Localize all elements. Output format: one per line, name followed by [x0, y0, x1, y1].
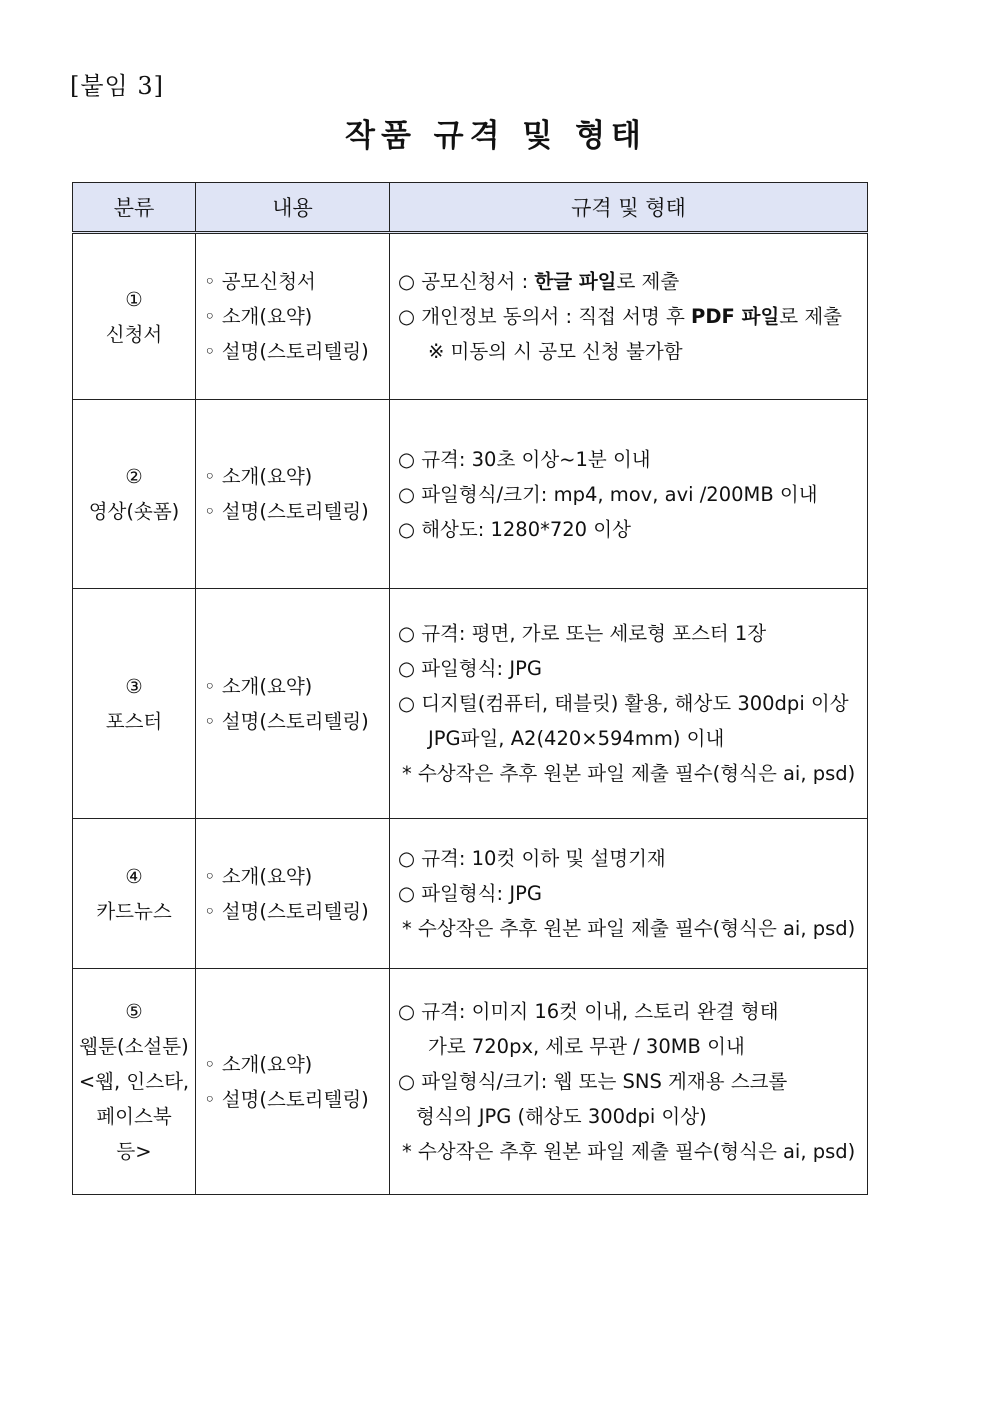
content-cell: [196, 400, 390, 589]
spec-note: ※ 미동의 시 공모 신청 불가함: [428, 340, 683, 363]
category-cell: [73, 233, 196, 400]
spec-table: [72, 182, 868, 1195]
spec-cell: [390, 400, 868, 589]
spec-note: * 수상작은 추후 원본 파일 제출 필수(형식은 ai, psd): [402, 917, 856, 940]
page-title: 작품 규격 및 형태: [345, 118, 647, 154]
content-cell: [196, 819, 390, 969]
content-item: ◦ 소개(요약): [204, 864, 313, 888]
spec-line: ○ 규격: 30초 이상~1분 이내: [398, 447, 651, 471]
spec-line: [398, 299, 867, 334]
table-row: [73, 819, 868, 969]
category-number: ④: [125, 864, 143, 888]
category-number: ③: [125, 674, 143, 698]
category-name: 신청서: [105, 322, 163, 346]
spec-line: ○ 파일형식: JPG: [398, 657, 542, 680]
category-number: ⑤: [125, 1000, 143, 1023]
category-name: 웹툰(소설툰): [79, 1035, 189, 1058]
spec-text: 로 제출: [616, 270, 680, 293]
table-row: [73, 589, 868, 819]
content-cell: [196, 233, 390, 400]
spec-note: * 수상작은 추후 원본 파일 제출 필수(형식은 ai, psd): [402, 1140, 856, 1163]
table-row: [73, 233, 868, 400]
spec-cell: [390, 589, 868, 819]
spec-cell: [390, 819, 868, 969]
content-cell: [196, 589, 390, 819]
table-row: [73, 400, 868, 589]
spec-line: ○ 해상도: 1280*720 이상: [398, 517, 631, 541]
category-name: <웹, 인스타,: [78, 1070, 190, 1093]
category-cell: [73, 589, 196, 819]
spec-line: ○ 파일형식: JPG: [398, 882, 542, 905]
attachment-label: [붙임 3]: [70, 72, 164, 100]
content-item: ◦ 설명(스토리텔링): [204, 1087, 369, 1111]
category-number: ①: [125, 287, 143, 311]
spec-line: ○ 규격: 평면, 가로 또는 세로형 포스터 1장: [398, 622, 767, 645]
content-item: ◦ 소개(요약): [204, 465, 313, 488]
spec-line: [398, 264, 867, 299]
spec-line: 형식의 JPG (해상도 300dpi 이상): [416, 1105, 707, 1128]
category-name: 페이스북: [96, 1105, 172, 1128]
spec-line: JPG파일, A2(420×594mm) 이내: [428, 727, 725, 750]
content-item: ◦ 공모신청서: [204, 270, 316, 293]
content-item: ◦ 설명(스토리텔링): [204, 340, 369, 363]
spec-note: * 수상작은 추후 원본 파일 제출 필수(형식은 ai, psd): [402, 762, 856, 785]
category-name: 포스터: [105, 709, 163, 733]
spec-text: 로 제출: [779, 305, 843, 328]
content-item: ◦ 소개(요약): [204, 305, 313, 328]
spec-line: ○ 파일형식/크기: 웹 또는 SNS 게재용 스크롤: [398, 1070, 788, 1093]
content-item: ◦ 소개(요약): [204, 1052, 313, 1076]
spec-cell: [390, 969, 868, 1195]
table-header-row: [73, 183, 868, 233]
header-category: 분류: [73, 183, 196, 233]
content-item: ◦ 설명(스토리텔링): [204, 899, 369, 923]
spec-text: ○ 공모신청서 :: [398, 270, 535, 293]
spec-text: ○ 개인정보 동의서 : 직접 서명 후: [398, 305, 692, 328]
category-number: ②: [125, 465, 143, 488]
spec-cell: [390, 233, 868, 400]
category-cell: [73, 819, 196, 969]
category-cell: [73, 400, 196, 589]
header-spec: 규격 및 형태: [390, 183, 868, 233]
content-item: ◦ 설명(스토리텔링): [204, 709, 369, 733]
content-item: ◦ 소개(요약): [204, 674, 313, 698]
category-name: 등>: [116, 1140, 152, 1163]
content-item: ◦ 설명(스토리텔링): [204, 500, 369, 523]
spec-emphasis: PDF 파일: [691, 305, 780, 328]
spec-line: ○ 규격: 이미지 16컷 이내, 스토리 완결 형태: [398, 1000, 779, 1023]
table-row: [73, 969, 868, 1195]
content-cell: [196, 969, 390, 1195]
category-cell: [73, 969, 196, 1195]
header-content: 내용: [196, 183, 390, 233]
spec-line: 가로 720px, 세로 무관 / 30MB 이내: [428, 1035, 745, 1058]
spec-emphasis: 한글 파일: [534, 270, 617, 293]
spec-line: ○ 파일형식/크기: mp4, mov, avi /200MB 이내: [398, 482, 818, 506]
category-name: 영상(숏폼): [88, 500, 180, 523]
spec-line: ○ 디지털(컴퓨터, 태블릿) 활용, 해상도 300dpi 이상: [398, 692, 849, 715]
category-name: 카드뉴스: [96, 899, 172, 923]
spec-line: ○ 규격: 10컷 이하 및 설명기재: [398, 847, 666, 870]
